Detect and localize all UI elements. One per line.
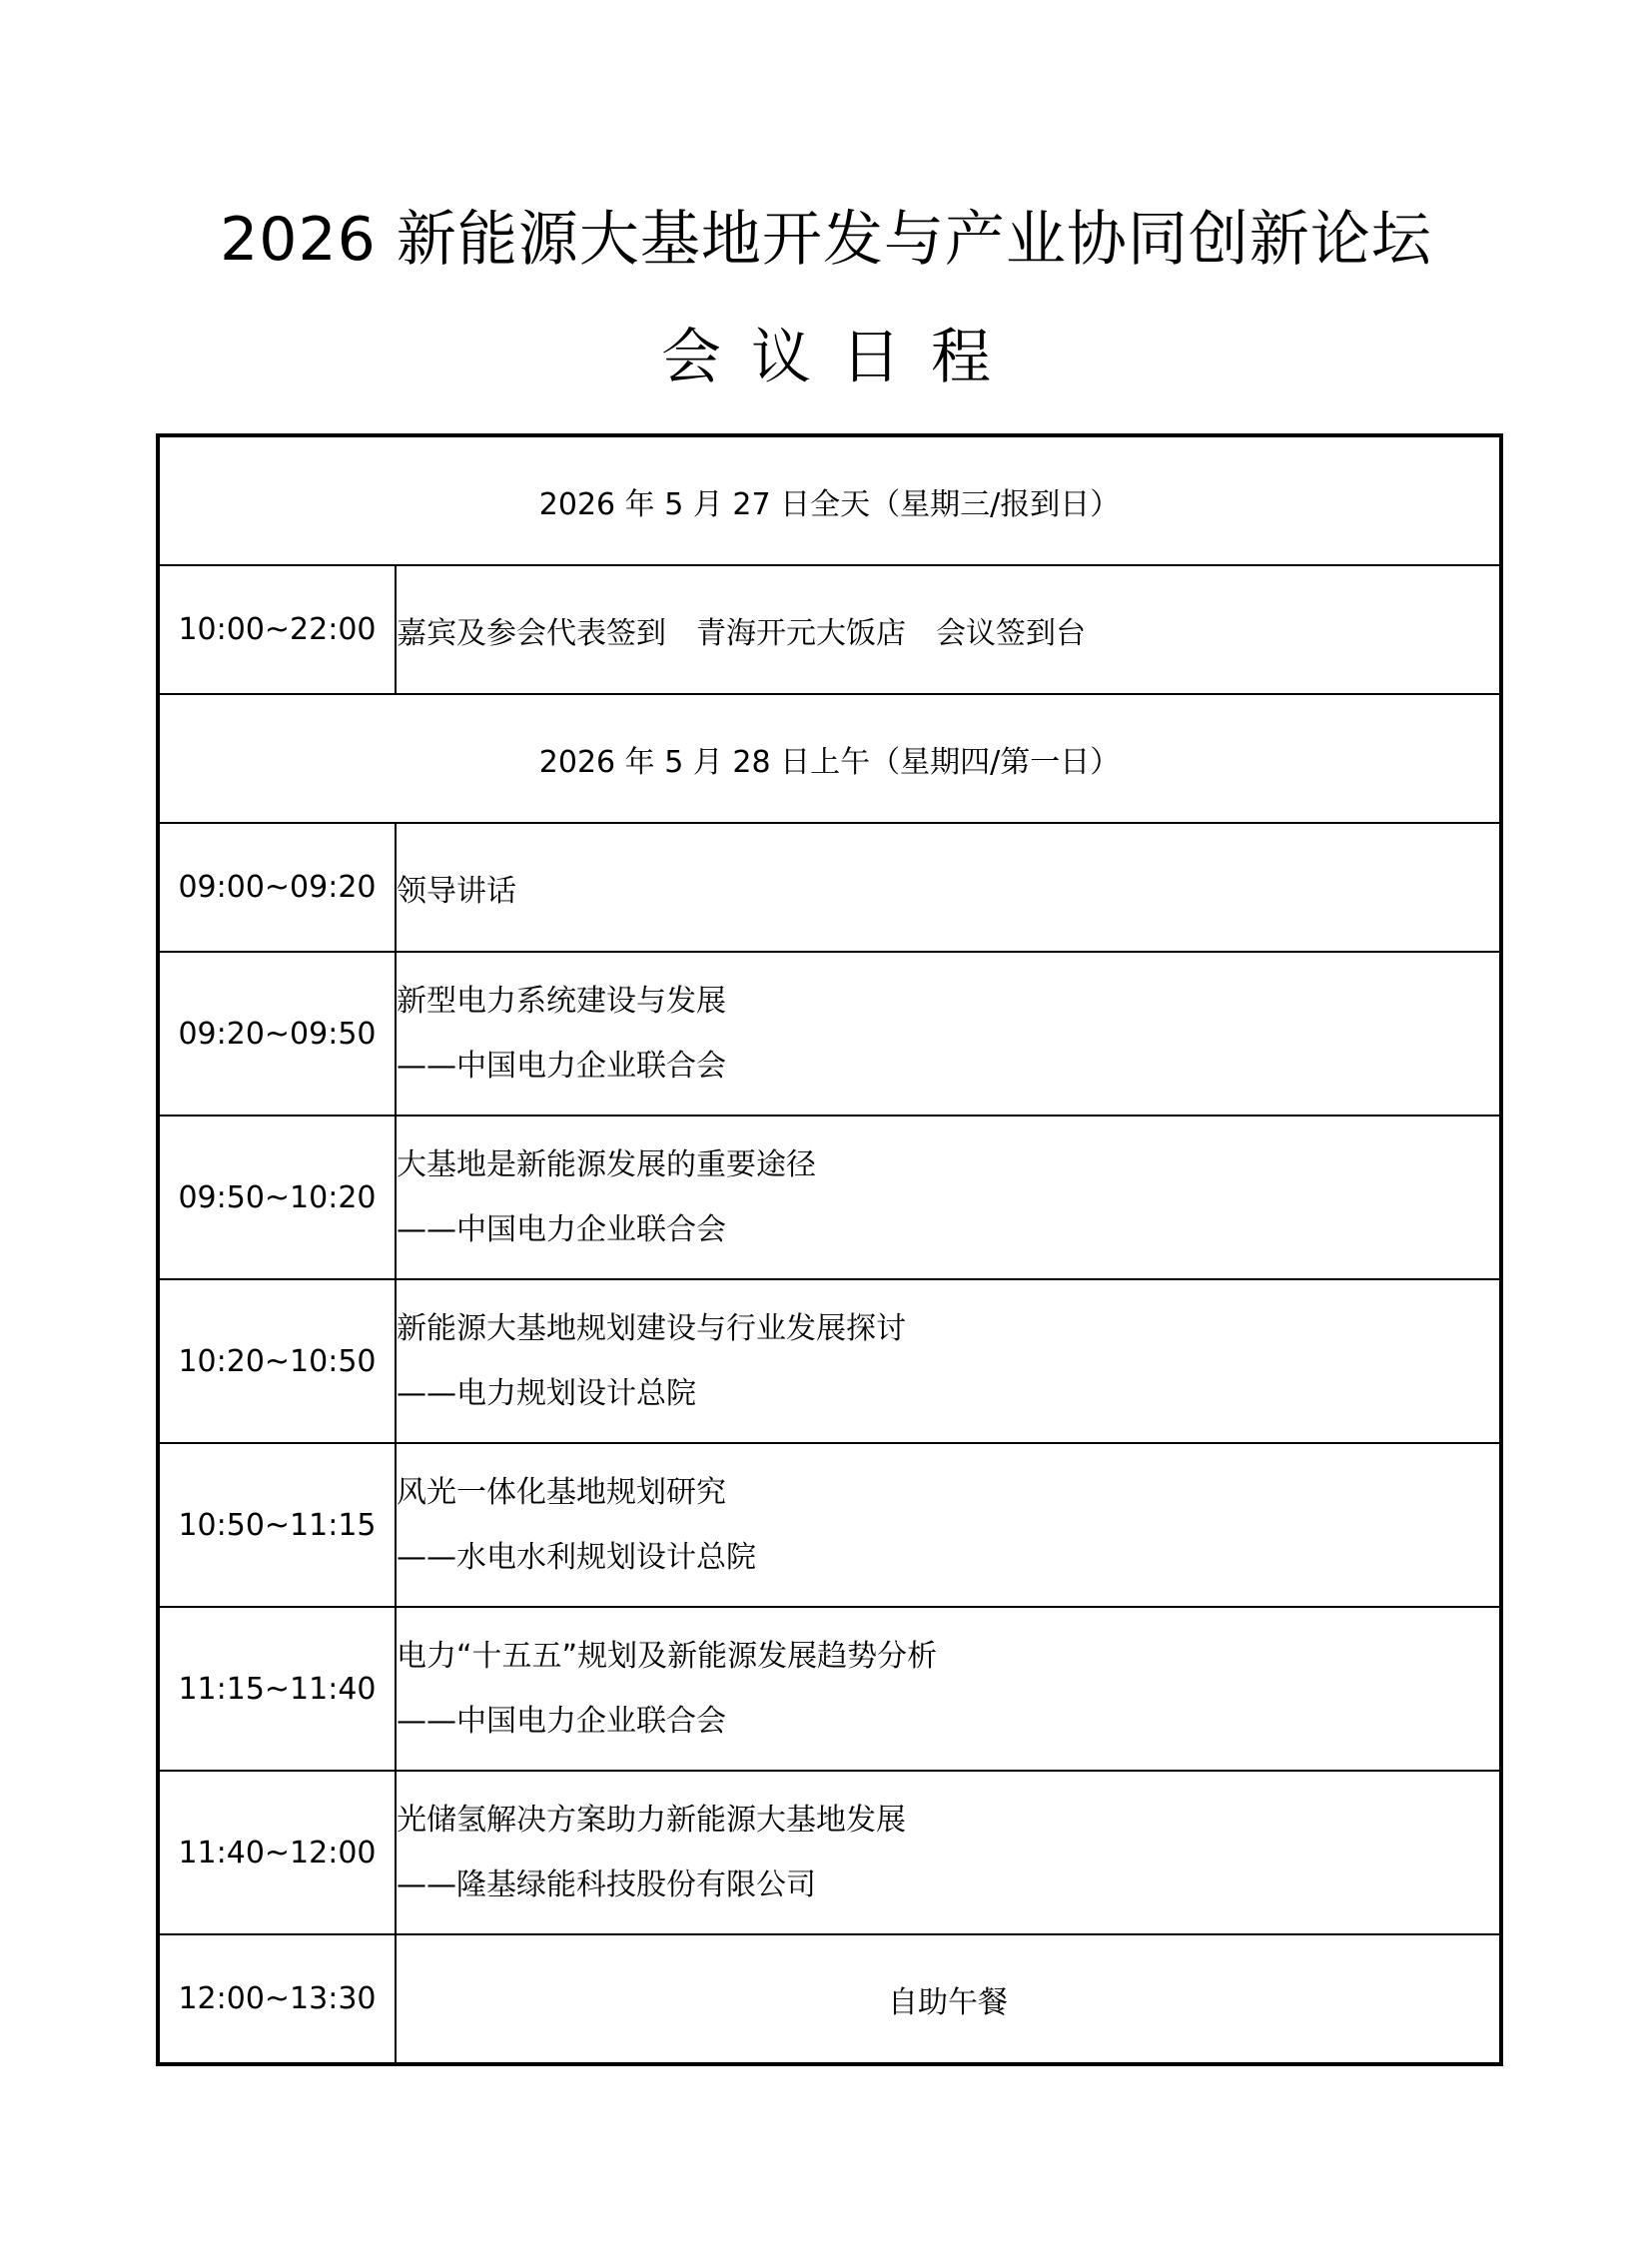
table-row <box>158 952 1501 1116</box>
topic-cell <box>396 1607 1501 1771</box>
time-cell: 11:15~11:40 <box>158 1607 396 1771</box>
speaker-name: ——中国电力企业联合会 <box>397 1049 726 1084</box>
schedule-table <box>156 433 1503 2066</box>
time-cell: 11:40~12:00 <box>158 1771 396 1934</box>
speaker-name: ——电力规划设计总院 <box>397 1376 696 1411</box>
topic-title: 电力“十五五”规划及新能源发展趋势分析 <box>397 1639 938 1674</box>
topic-title: 大基地是新能源发展的重要途径 <box>397 1147 816 1182</box>
table-row <box>158 1116 1501 1279</box>
topic-cell <box>396 1443 1501 1607</box>
speaker-name: ——水电水利规划设计总院 <box>397 1540 756 1575</box>
page-title: 2026 新能源大基地开发与产业协同创新论坛 <box>220 205 1432 275</box>
topic-cell: 自助午餐 <box>396 1934 1501 2064</box>
time-cell: 10:00~22:00 <box>158 565 396 694</box>
topic-cell: 嘉宾及参会代表签到 青海开元大饭店 会议签到台 <box>396 565 1501 694</box>
table-row <box>158 1934 1501 2064</box>
topic-title: 风光一体化基地规划研究 <box>397 1475 726 1510</box>
time-cell: 09:20~09:50 <box>158 952 396 1116</box>
table-row <box>158 1771 1501 1934</box>
topic-title: 新能源大基地规划建设与行业发展探讨 <box>397 1311 906 1346</box>
topic-cell <box>396 1116 1501 1279</box>
speaker-name: ——中国电力企业联合会 <box>397 1704 726 1739</box>
topic-cell <box>396 1771 1501 1934</box>
topic-cell: 领导讲话 <box>396 823 1501 952</box>
table-row <box>158 1279 1501 1443</box>
speaker-name: ——中国电力企业联合会 <box>397 1212 726 1247</box>
time-cell: 12:00~13:30 <box>158 1934 396 2064</box>
time-cell: 09:00~09:20 <box>158 823 396 952</box>
date-header: 2026 年 5 月 28 日上午（星期四/第一日） <box>158 694 1501 823</box>
date-header: 2026 年 5 月 27 日全天（星期三/报到日） <box>158 435 1501 565</box>
time-cell: 10:20~10:50 <box>158 1279 396 1443</box>
topic-title: 光储氢解决方案助力新能源大基地发展 <box>397 1803 906 1838</box>
time-cell: 09:50~10:20 <box>158 1116 396 1279</box>
page-subtitle: 会议日程 <box>661 323 1021 392</box>
topic-cell <box>396 1279 1501 1443</box>
table-row <box>158 1607 1501 1771</box>
time-cell: 10:50~11:15 <box>158 1443 396 1607</box>
speaker-name: ——隆基绿能科技股份有限公司 <box>397 1868 816 1902</box>
date-row <box>158 435 1501 565</box>
topic-cell <box>396 952 1501 1116</box>
table-row <box>158 565 1501 694</box>
table-row <box>158 823 1501 952</box>
table-row <box>158 1443 1501 1607</box>
date-row <box>158 694 1501 823</box>
topic-title: 新型电力系统建设与发展 <box>397 984 726 1019</box>
